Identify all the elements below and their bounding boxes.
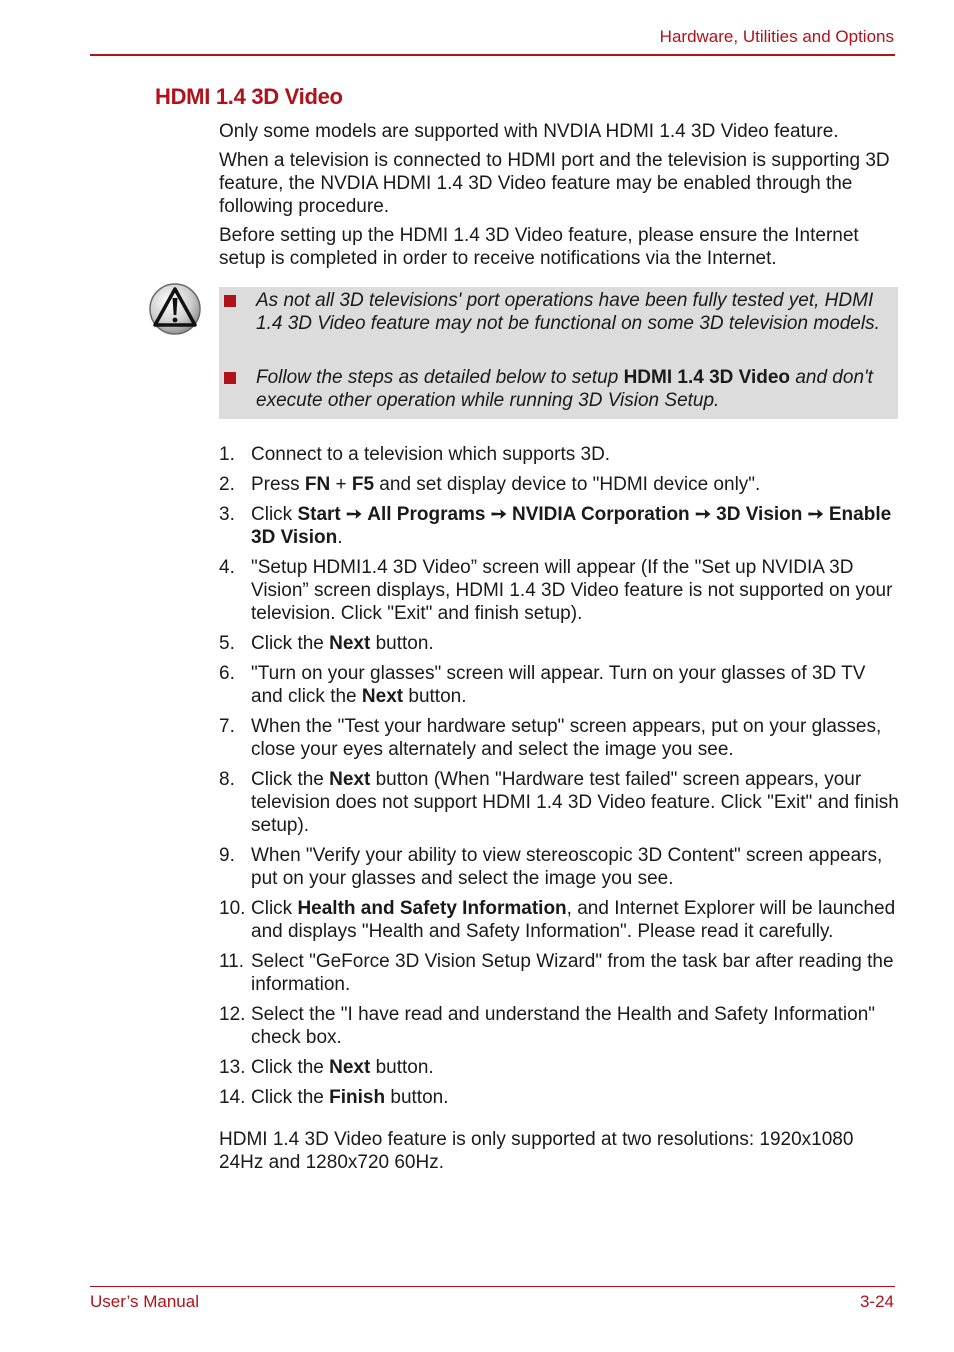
list-item: 9. When "Verify your ability to view stereoscopic 3D Content" screen appears, put on your glasses and select the image you see. bbox=[219, 845, 883, 889]
caution-box bbox=[219, 287, 898, 419]
square-bullet-icon bbox=[224, 372, 236, 384]
setup-steps-list bbox=[219, 443, 899, 1116]
list-item: 13. Click the Next button. bbox=[219, 1057, 434, 1078]
list-item: 8. Click the Next button (When "Hardware test failed" screen appears, your television does not support HDMI 1.4 3D Video feature. Click "Exit" and finish setup). bbox=[219, 769, 899, 836]
caution-item: Follow the steps as detailed below to setup HDMI 1.4 3D Video and don't execute other operation while running 3D Vision Setup. bbox=[256, 366, 886, 412]
running-header: Hardware, Utilities and Options bbox=[659, 27, 894, 46]
list-item: 2. Press FN + F5 and set display device to "HDMI device only". bbox=[219, 474, 761, 495]
prerequisite-paragraph: Before setting up the HDMI 1.4 3D Video feature, please ensure the Internet setup is completed in order to receive notifications via the Internet. bbox=[219, 225, 859, 269]
list-item: 11. Select "GeForce 3D Vision Setup Wizard" from the task bar after reading the information. bbox=[219, 951, 894, 995]
list-item: 12. Select the "I have read and understand the Health and Safety Information" check box. bbox=[219, 1004, 876, 1048]
list-item: 14. Click the Finish button. bbox=[219, 1087, 449, 1108]
footer-manual-title: User’s Manual bbox=[90, 1292, 199, 1311]
square-bullet-icon bbox=[224, 295, 236, 307]
caution-triangle-icon bbox=[148, 282, 202, 336]
caution-item: As not all 3D televisions' port operations have been fully tested yet, HDMI 1.4 3D Video feature may not be functional on some 3D television models. bbox=[256, 289, 886, 335]
page-number: 3-24 bbox=[859, 1292, 894, 1311]
list-item: 3. Click Start ➙ All Programs ➙ NVIDIA Corporation ➙ 3D Vision ➙ Enable 3D Vision. bbox=[219, 504, 892, 548]
arrow-right-icon: ➙ bbox=[694, 504, 711, 525]
header-rule bbox=[90, 54, 895, 56]
resolution-note: HDMI 1.4 3D Video feature is only supported at two resolutions: 1920x1080 24Hz and 1280x720 60Hz. bbox=[219, 1129, 854, 1173]
section-title: HDMI 1.4 3D Video bbox=[155, 84, 343, 109]
list-item: 4. "Setup HDMI1.4 3D Video” screen will appear (If the "Set up NVIDIA 3D Vision” screen displays, HDMI 1.4 3D Video feature is not supported on your television. Click "Exit" and finish setup). bbox=[219, 557, 893, 624]
footer-rule bbox=[90, 1286, 895, 1287]
list-item: 1. Connect to a television which supports 3D. bbox=[219, 444, 611, 465]
list-item: 7. When the "Test your hardware setup" screen appears, put on your glasses, close your eyes alternately and select the image you see. bbox=[219, 716, 882, 760]
list-item: 10. Click Health and Safety Information, and Internet Explorer will be launched and displays "Health and Safety Information". Please read it carefully. bbox=[219, 898, 896, 942]
arrow-right-icon: ➙ bbox=[346, 504, 362, 525]
intro-paragraph: Only some models are supported with NVDIA HDMI 1.4 3D Video feature. bbox=[219, 121, 839, 142]
list-item: 5. Click the Next button. bbox=[219, 633, 434, 654]
arrow-right-icon: ➙ bbox=[490, 504, 507, 525]
arrow-right-icon: ➙ bbox=[807, 504, 824, 525]
procedure-paragraph: When a television is connected to HDMI port and the television is supporting 3D feature, the NVDIA HDMI 1.4 3D Video feature may be enabled through the following procedure. bbox=[219, 150, 890, 217]
list-item: 6. "Turn on your glasses" screen will appear. Turn on your glasses of 3D TV and click the Next button. bbox=[219, 663, 866, 707]
